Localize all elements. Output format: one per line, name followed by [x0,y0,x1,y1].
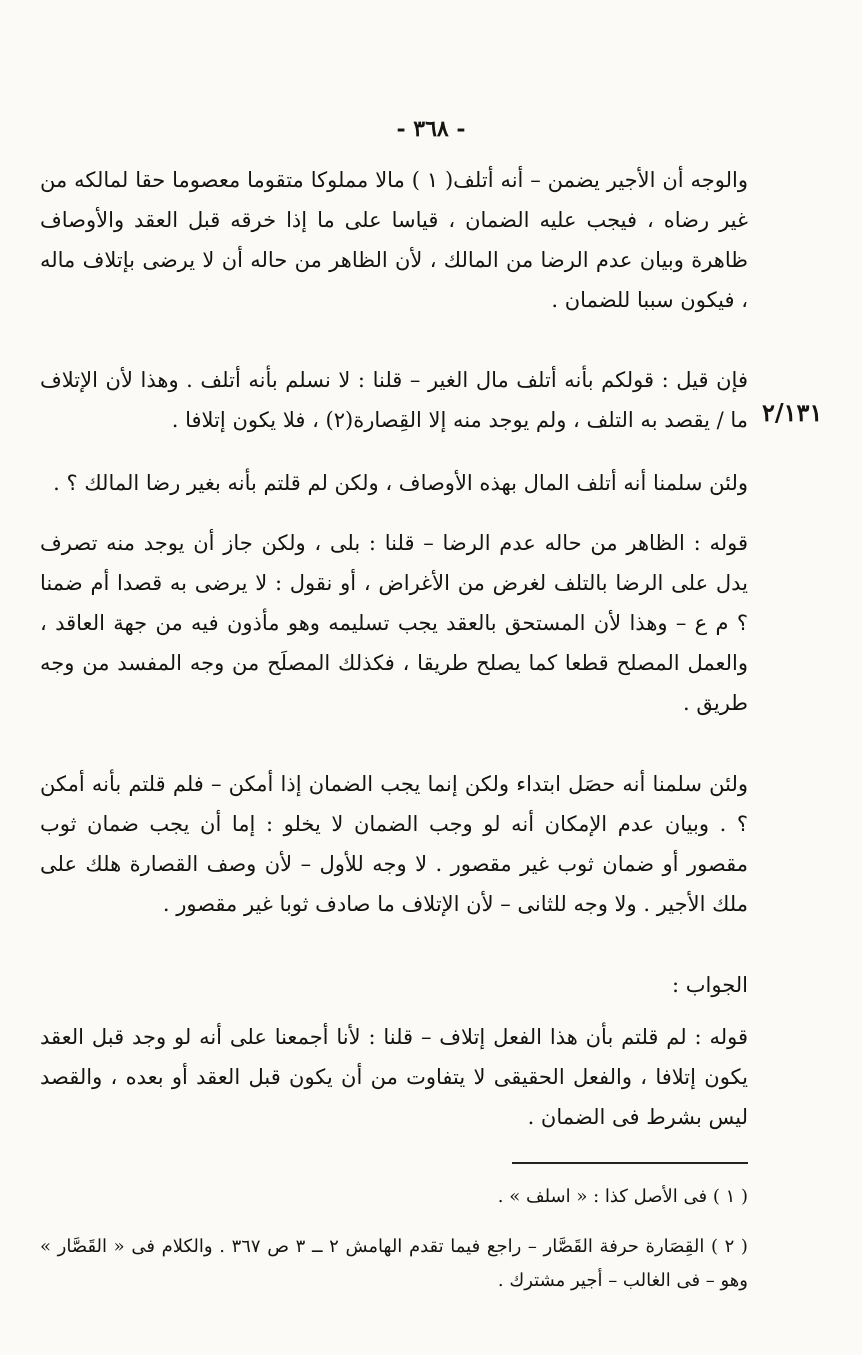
page-number: - ٣٦٨ - [396,116,466,142]
paragraph-text: قوله : الظاهر من حاله عدم الرضا – قلنا : بلى ، ولكن جاز أن يوجد منه تصرف يدل على الرضا بالتلف لغرض من الأغراض ، أو نقول : لا يرضى به قصدا أم ضمنا ؟ م ع – وهذا لأن المستحق بالعقد يجب تسليمه وهو مأذون فيه من جهة العاقد ، والعمل المصلح قطعا كما يصلح طريقا ، فكذلك المصلَح من وجه المفسد من وجه طريق . [40,531,748,715]
paragraph-1 [40,160,748,320]
paragraph-5 [40,764,748,924]
footnote-1 [40,1180,748,1214]
footnote-text: ( ٢ ) القِصَارة حرفة القَصَّار – راجع فيما تقدم الهامش ٢ ــ ٣ ص ٣٦٧ . والكلام فى « القَصَّار » وهو – فى الغالب – أجير مشترك . [40,1236,748,1291]
paragraph-text: والوجه أن الأجير يضمن – أنه أتلف( ١ ) مالا مملوكا متقوما معصوما حقا لمالكه من غير رضاه ، فيجب عليه الضمان ، قياسا على ما إذا خرقه قبل العقد والأوصاف ظاهرة وبيان عدم الرضا من المالك ، لأن الظاهر من حاله أن لا يرضى بإتلاف ماله ، فيكون سببا للضمان . [40,168,748,312]
paragraph-3 [40,463,748,503]
margin-note: ٢/١٣١ [762,398,823,427]
paragraph-2 [40,360,748,440]
footnote-2 [40,1230,748,1298]
paragraph-text: ولئن سلمنا أنه أتلف المال بهذه الأوصاف ، ولكن لم قلتم بأنه بغير رضا المالك ؟ . [53,471,748,495]
footnote-divider [512,1162,748,1164]
paragraph-7 [40,1017,748,1137]
footnote-text: ( ١ ) فى الأصل كذا : « اسلف » . [497,1186,748,1207]
paragraph-text: ولئن سلمنا أنه حصَل ابتداء ولكن إنما يجب الضمان إذا أمكن – فلم قلتم بأنه أمكن ؟ . وبيان عدم الإمكان أنه لو وجب الضمان لا يخلو : إما أن يجب ضمان ثوب مقصور أو ضمان ثوب غير مقصور . لا وجه للأول – لأن وصف القصارة هلك على ملك الأجير . ولا وجه للثانى – لأن الإتلاف ما صادف ثوبا غير مقصور . [40,772,748,916]
paragraph-text: فإن قيل : قولكم بأنه أتلف مال الغير – قلنا : لا نسلم بأنه أتلف . وهذا لأن الإتلاف ما / يقصد به التلف ، ولم يوجد منه إلا القِصارة(٢) ، فلا يكون إتلافا . [40,368,748,432]
answer-heading [40,965,748,1005]
heading-text: الجواب : [672,973,748,997]
paragraph-4 [40,523,748,723]
paragraph-text: قوله : لم قلتم بأن هذا الفعل إتلاف – قلنا : لأنا أجمعنا على أنه لو وجد قبل العقد يكون إتلافا ، والفعل الحقيقى لا يتفاوت من أن يكون قبل العقد أو بعده ، والقصد ليس بشرط فى الضمان . [40,1025,748,1129]
